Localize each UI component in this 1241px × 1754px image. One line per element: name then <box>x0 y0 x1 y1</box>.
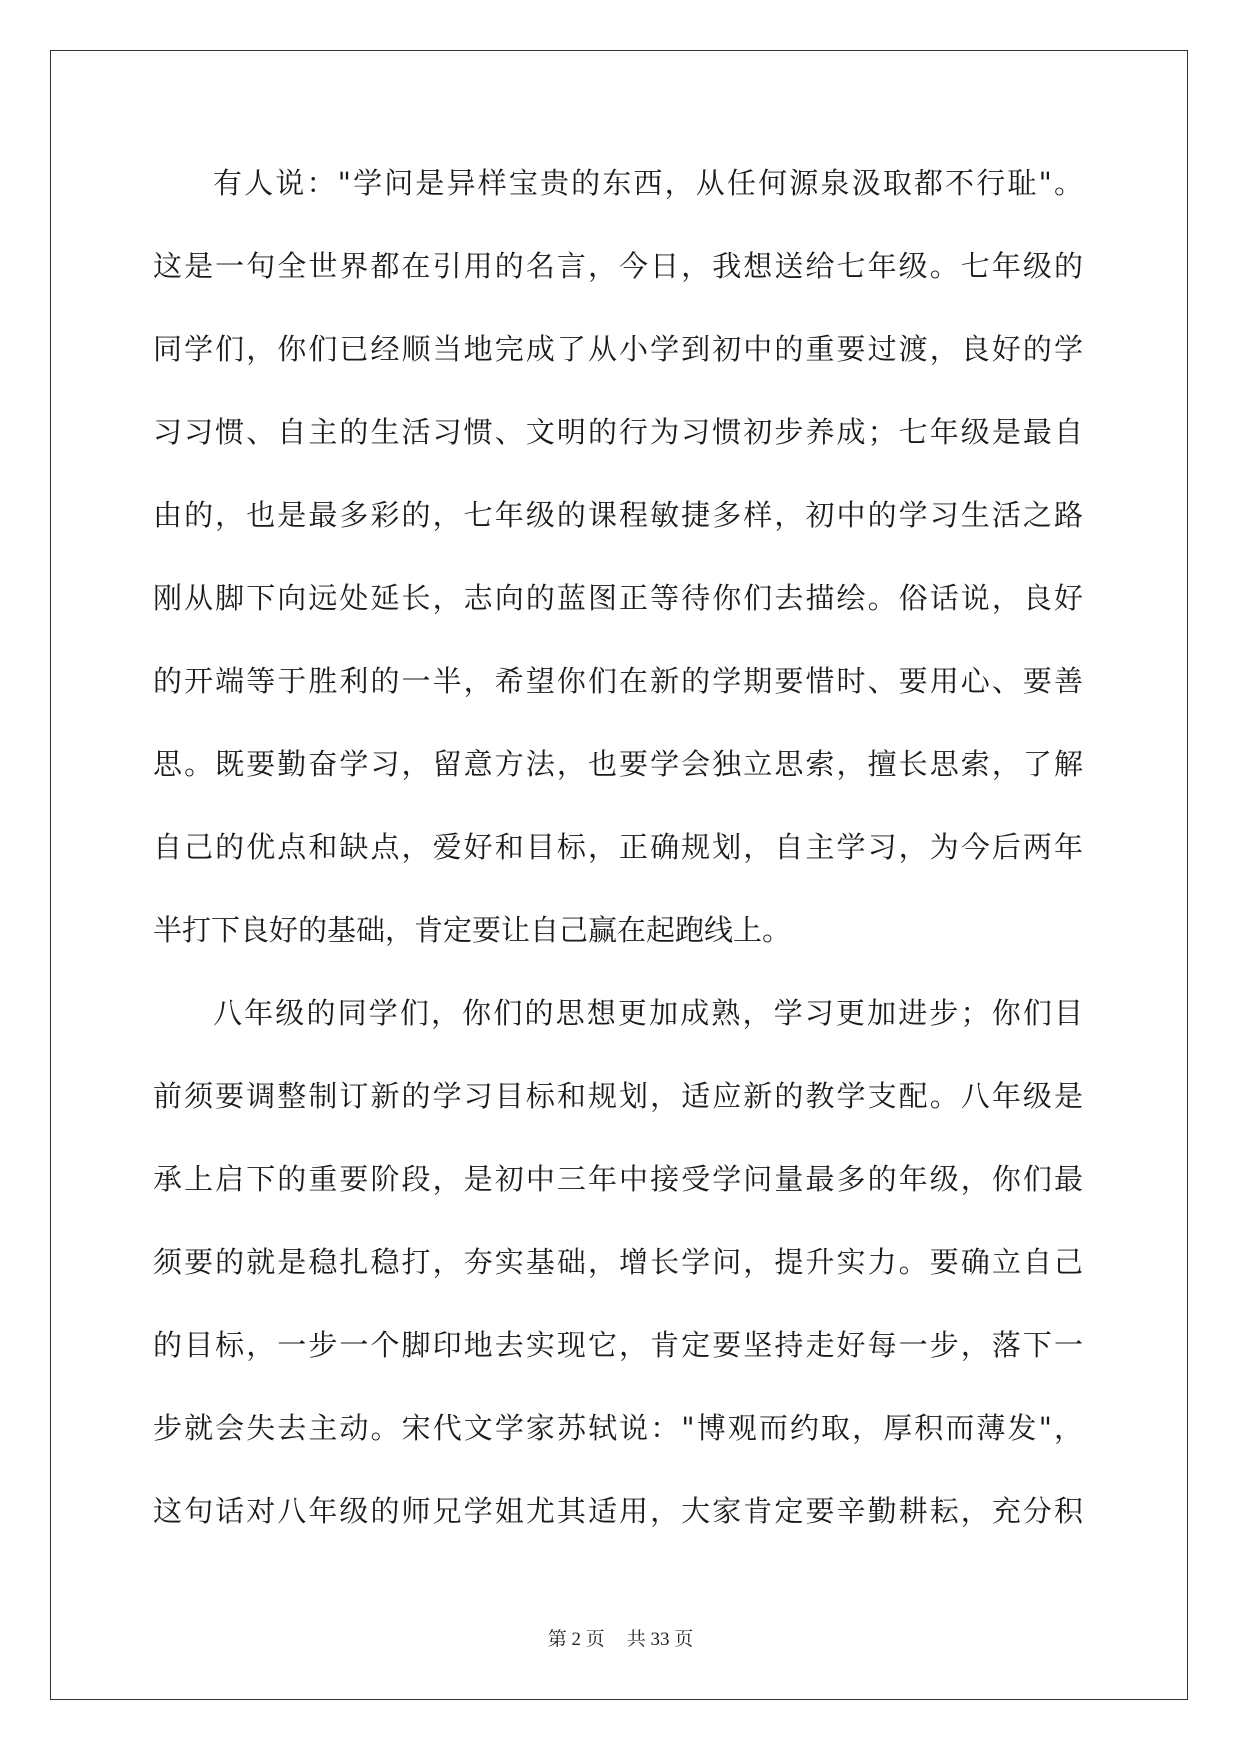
page-total: 共 33 页 <box>626 1629 694 1650</box>
text-line: 步就会失去主动。宋代文学家苏轼说："博观而约取，厚积而薄发"， <box>153 1411 1083 1445</box>
text-line: 这是一句全世界都在引用的名言，今日，我想送给七年级。七年级的 <box>153 249 1083 283</box>
text-line: 刚从脚下向远处延长，志向的蓝图正等待你们去描绘。俗话说，良好 <box>153 581 1083 615</box>
text-line: 这句话对八年级的师兄学姐尤其适用，大家肯定要辛勤耕耘，充分积 <box>153 1494 1083 1528</box>
text-line: 由的，也是最多彩的，七年级的课程敏捷多样，初中的学习生活之路 <box>153 498 1083 532</box>
paragraph-2 <box>153 993 1083 1574</box>
text-line: 半打下良好的基础，肯定要让自己赢在起跑线上。 <box>153 913 792 947</box>
text-line: 承上启下的重要阶段，是初中三年中接受学问量最多的年级，你们最 <box>153 1162 1083 1196</box>
text-line: 八年级的同学们，你们的思想更加成熟，学习更加进步；你们目 <box>213 996 1083 1030</box>
text-line: 前须要调整制订新的学习目标和规划，适应新的教学支配。八年级是 <box>153 1079 1083 1113</box>
text-line: 须要的就是稳扎稳打，夯实基础，增长学问，提升实力。要确立自己 <box>153 1245 1083 1279</box>
page-footer <box>0 1624 1241 1651</box>
document-body <box>153 163 1083 1574</box>
text-line: 同学们，你们已经顺当地完成了从小学到初中的重要过渡，良好的学 <box>153 332 1083 366</box>
text-line: 的开端等于胜利的一半，希望你们在新的学期要惜时、要用心、要善 <box>153 664 1083 698</box>
text-line: 有人说："学问是异样宝贵的东西，从任何源泉汲取都不行耻"。 <box>213 166 1083 200</box>
text-line: 自己的优点和缺点，爱好和目标，正确规划，自主学习，为今后两年 <box>153 830 1083 864</box>
paragraph-1 <box>153 163 1083 993</box>
text-line: 的目标，一步一个脚印地去实现它，肯定要坚持走好每一步，落下一 <box>153 1328 1083 1362</box>
text-line: 思。既要勤奋学习，留意方法，也要学会独立思索，擅长思索，了解 <box>153 747 1083 781</box>
text-line: 习习惯、自主的生活习惯、文明的行为习惯初步养成；七年级是最自 <box>153 415 1083 449</box>
page-number: 第 2 页 <box>547 1629 605 1650</box>
